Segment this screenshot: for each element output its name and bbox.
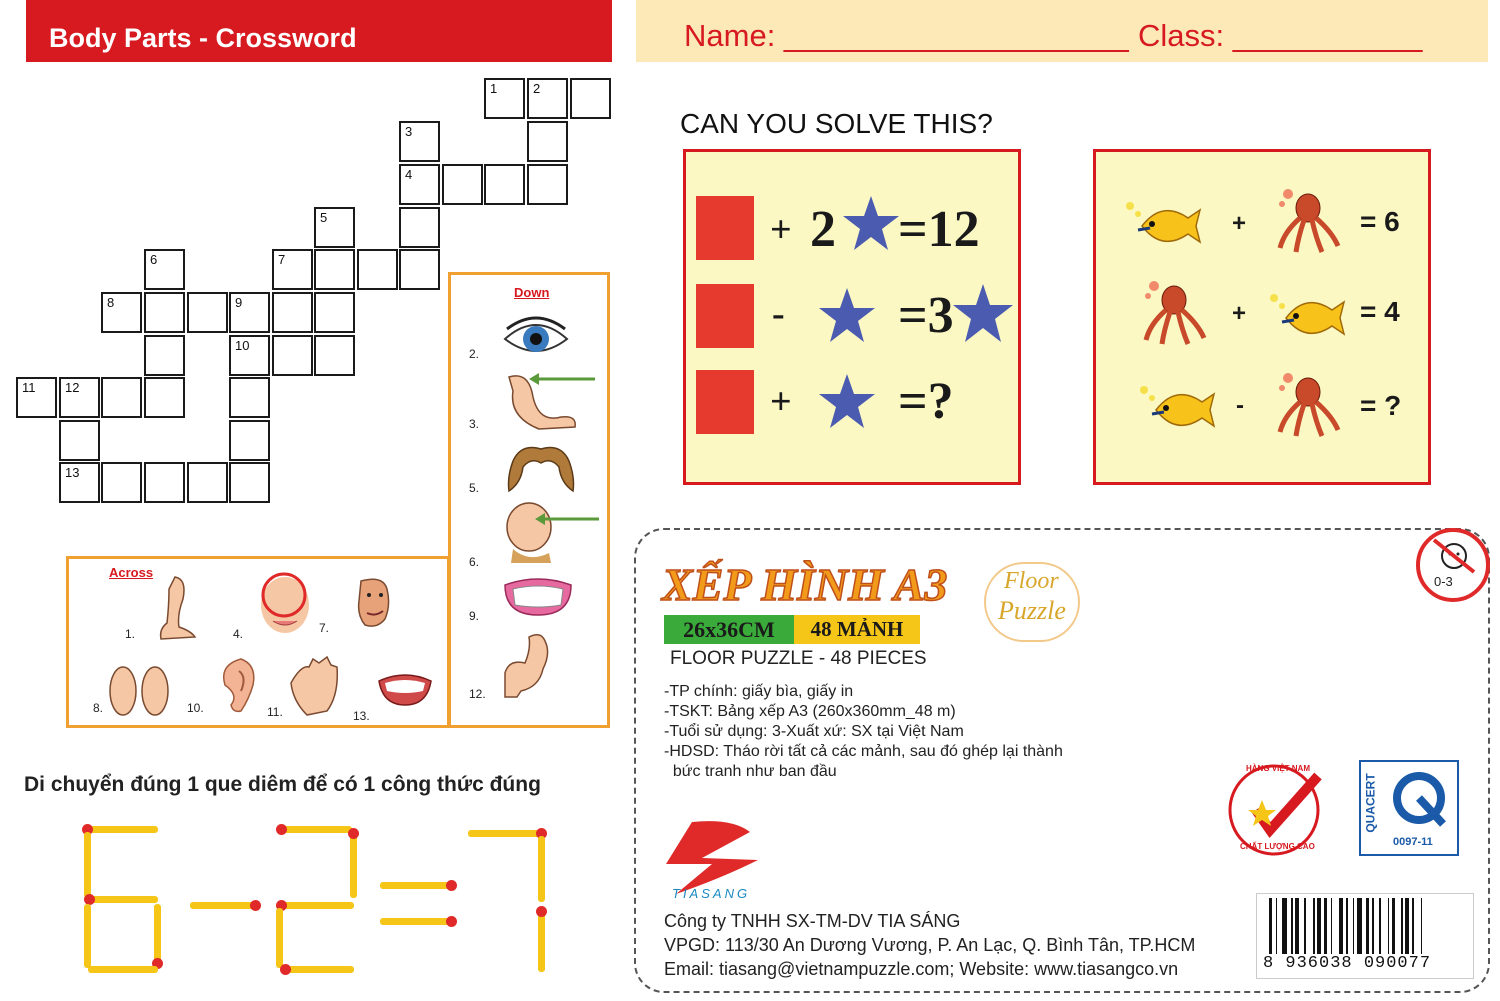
floor-puzzle-line1: Floor — [1004, 568, 1059, 594]
crossword-cell[interactable] — [101, 377, 142, 418]
operator: - — [1236, 392, 1244, 419]
barcode-bar — [1392, 898, 1395, 954]
crossword-cell[interactable] — [527, 121, 568, 162]
across-title: Across — [109, 565, 154, 580]
crossword-cell[interactable]: 2 — [527, 78, 568, 119]
barcode-bar — [1282, 898, 1287, 954]
nose-icon — [499, 367, 599, 433]
crossword-cell[interactable]: 9 — [229, 292, 270, 333]
crossword-cell[interactable] — [272, 335, 313, 376]
crossword-cell[interactable]: 3 — [399, 121, 440, 162]
crossword-cell[interactable] — [144, 335, 185, 376]
quacert-label: QUACERT — [1363, 773, 1378, 833]
barcode-bar — [1401, 898, 1403, 954]
crossword-cell[interactable] — [187, 462, 228, 503]
age-warning-badge — [1416, 528, 1490, 602]
barcode-bar — [1357, 898, 1362, 954]
down-clue-number: 3. — [469, 417, 480, 431]
star-icon — [818, 372, 876, 430]
result: = 4 — [1360, 296, 1400, 327]
barcode — [1256, 893, 1474, 979]
down-title: Down — [514, 285, 550, 300]
fish-icon — [1266, 284, 1346, 344]
operator: + — [770, 209, 792, 251]
star-icon — [818, 286, 876, 344]
barcode-bar — [1276, 898, 1278, 954]
company-address: VPGD: 113/30 An Dương Vương, P. An Lạc, Q. Bình Tân, TP.HCM — [664, 935, 1196, 955]
info-line: -Tuổi sử dụng: 3-Xuất xứ: SX tại Việt Nam — [664, 723, 964, 740]
barcode-bar — [1331, 898, 1333, 954]
fish-icon — [1136, 376, 1216, 436]
barcode-bar — [1339, 898, 1342, 954]
crossword-cell[interactable] — [442, 164, 483, 205]
crossword-cell[interactable]: 12 — [59, 377, 100, 418]
barcode-bar — [1295, 898, 1298, 954]
crossword-cell[interactable] — [144, 377, 185, 418]
octopus-icon — [1140, 278, 1210, 348]
across-clue-number: 1. — [125, 627, 136, 641]
operator: - — [772, 293, 785, 335]
crossword-cell[interactable] — [101, 462, 142, 503]
crossword-cell[interactable] — [357, 249, 398, 290]
crossword-cell[interactable] — [59, 420, 100, 461]
crossword-cell[interactable]: 5 — [314, 207, 355, 248]
face-icon — [353, 575, 393, 631]
result: =12 — [898, 201, 980, 258]
eye-icon — [501, 315, 571, 361]
matchstick-equation[interactable] — [70, 816, 590, 986]
barcode-bar — [1405, 898, 1408, 954]
fish-icon — [1122, 192, 1202, 252]
barcode-bar — [1421, 898, 1423, 954]
mouth-icon — [375, 669, 435, 709]
crossword-cell[interactable]: 6 — [144, 249, 185, 290]
barcode-bar — [1269, 898, 1272, 954]
nose-lips-icon — [255, 571, 313, 637]
floor-puzzle-subtitle: FLOOR PUZZLE - 48 PIECES — [670, 648, 927, 669]
crossword-cell[interactable]: 8 — [101, 292, 142, 333]
vietnam-quality-badge — [1226, 760, 1336, 860]
shape-equation-box — [683, 149, 1021, 485]
size-label: 26x36CM — [664, 615, 794, 644]
crossword-cell[interactable] — [187, 292, 228, 333]
barcode-bar — [1346, 898, 1348, 954]
barcode-bar — [1324, 898, 1327, 954]
worksheet-title: Body Parts - Crossword — [26, 0, 612, 62]
barcode-bar — [1372, 898, 1374, 954]
quacert-code: 0097-11 — [1393, 836, 1433, 848]
barcode-bar — [1291, 898, 1293, 954]
across-clue-number: 11. — [267, 705, 283, 719]
crossword-cell[interactable]: 13 — [59, 462, 100, 503]
arm-icon — [499, 629, 559, 699]
down-clue-number: 2. — [469, 347, 480, 361]
down-clue-number: 9. — [469, 609, 480, 623]
star-icon — [952, 282, 1014, 344]
age-range: 0-3 — [1434, 574, 1453, 589]
crossword-cell[interactable] — [229, 462, 270, 503]
info-line: -TP chính: giấy bìa, giấy in — [664, 683, 854, 700]
brand-title: XẾP HÌNH A3 — [662, 559, 948, 610]
teeth-icon — [501, 575, 575, 617]
barcode-bar — [1388, 898, 1390, 954]
company-contact: Email: tiasang@vietnampuzzle.com; Website: www.tiasangco.vn — [664, 959, 1179, 979]
barcode-bar — [1366, 898, 1369, 954]
quality-text-bottom: CHẤT LƯỢNG CAO — [1240, 842, 1315, 851]
fish-equation-box — [1093, 149, 1431, 485]
down-clue-number: 5. — [469, 481, 480, 495]
quacert-badge — [1359, 760, 1459, 856]
crossword-cell[interactable]: 4 — [399, 164, 440, 205]
crossword-cell[interactable] — [527, 164, 568, 205]
operator: + — [770, 381, 792, 423]
result: = ? — [1360, 390, 1402, 421]
barcode-bar — [1313, 898, 1315, 954]
crossword-cell[interactable]: 1 — [484, 78, 525, 119]
across-clue-number: 7. — [319, 621, 330, 635]
across-clue-number: 8. — [93, 701, 104, 715]
crossword-cell[interactable] — [314, 292, 355, 333]
barcode-bar — [1353, 898, 1355, 954]
class-field[interactable]: Class: ___________ — [1138, 18, 1423, 53]
tiasang-logo-text: TIASANG — [672, 886, 751, 901]
baby-face-icon — [1430, 538, 1478, 574]
barcode-number: 8 936038 090077 — [1263, 954, 1432, 973]
barcode-bar — [1412, 898, 1414, 954]
hands-icon — [287, 655, 339, 717]
octopus-icon — [1274, 186, 1344, 256]
crossword-cell[interactable] — [229, 420, 270, 461]
down-clue-number: 12. — [469, 687, 486, 701]
result: =? — [898, 373, 954, 430]
quality-text-top: HÀNG VIỆT NAM — [1246, 764, 1310, 773]
number: 2 — [810, 201, 836, 258]
red-square — [696, 284, 754, 348]
floor-puzzle-line2: Puzzle — [998, 596, 1066, 625]
name-class-bar — [636, 0, 1488, 62]
info-line: -TSKT: Bảng xếp A3 (260x360mm_48 m) — [664, 703, 956, 720]
crossword-cell[interactable]: 11 — [16, 377, 57, 418]
result: =3 — [898, 287, 954, 344]
crossword-cell[interactable] — [144, 292, 185, 333]
across-clue-box — [66, 556, 450, 728]
across-clue-number: 10. — [187, 701, 204, 715]
crossword-cell[interactable] — [314, 249, 355, 290]
info-line: -HDSD: Tháo rời tất cả các mảnh, sau đó ghép lại thành — [664, 743, 1063, 760]
pieces-label: 48 MẢNH — [794, 615, 920, 644]
across-clue-number: 4. — [233, 627, 244, 641]
red-square — [696, 370, 754, 434]
operator: + — [1232, 300, 1247, 327]
crossword-cell[interactable] — [272, 292, 313, 333]
matchstick-instruction: Di chuyển đúng 1 que diêm để có 1 công thức đúng — [24, 773, 541, 796]
across-clue-number: 13. — [353, 709, 370, 723]
red-square — [696, 196, 754, 260]
crossword-cell[interactable] — [144, 462, 185, 503]
quacert-logo-icon — [1389, 768, 1449, 830]
barcode-bars — [1269, 898, 1465, 954]
octopus-icon — [1274, 370, 1344, 440]
feet-icon — [103, 655, 175, 717]
ear-icon — [215, 655, 259, 715]
barcode-bar — [1304, 898, 1306, 954]
crossword-cell[interactable] — [399, 249, 440, 290]
mustache-icon — [501, 443, 581, 495]
crossword-cell[interactable] — [399, 207, 440, 248]
crossword-cell[interactable]: 10 — [229, 335, 270, 376]
star-icon — [842, 194, 900, 252]
crossword-cell[interactable] — [484, 164, 525, 205]
crossword-cell[interactable]: 7 — [272, 249, 313, 290]
crossword-cell[interactable] — [570, 78, 611, 119]
operator: + — [1232, 210, 1247, 237]
barcode-bar — [1317, 898, 1320, 954]
barcode-bar — [1379, 898, 1381, 954]
crossword-cell[interactable] — [314, 335, 355, 376]
solve-title: CAN YOU SOLVE THIS? — [680, 108, 993, 139]
floor-puzzle-badge — [984, 562, 1080, 642]
crossword-cell[interactable] — [229, 377, 270, 418]
down-clue-number: 6. — [469, 555, 480, 569]
info-line: bức tranh như ban đầu — [664, 763, 837, 780]
name-field[interactable]: Name: ____________________ — [684, 18, 1129, 53]
down-clue-box — [448, 272, 610, 728]
leg-icon — [155, 575, 199, 641]
company-name: Công ty TNHH SX-TM-DV TIA SÁNG — [664, 911, 961, 931]
forehead-icon — [499, 501, 603, 565]
result: = 6 — [1360, 206, 1400, 237]
